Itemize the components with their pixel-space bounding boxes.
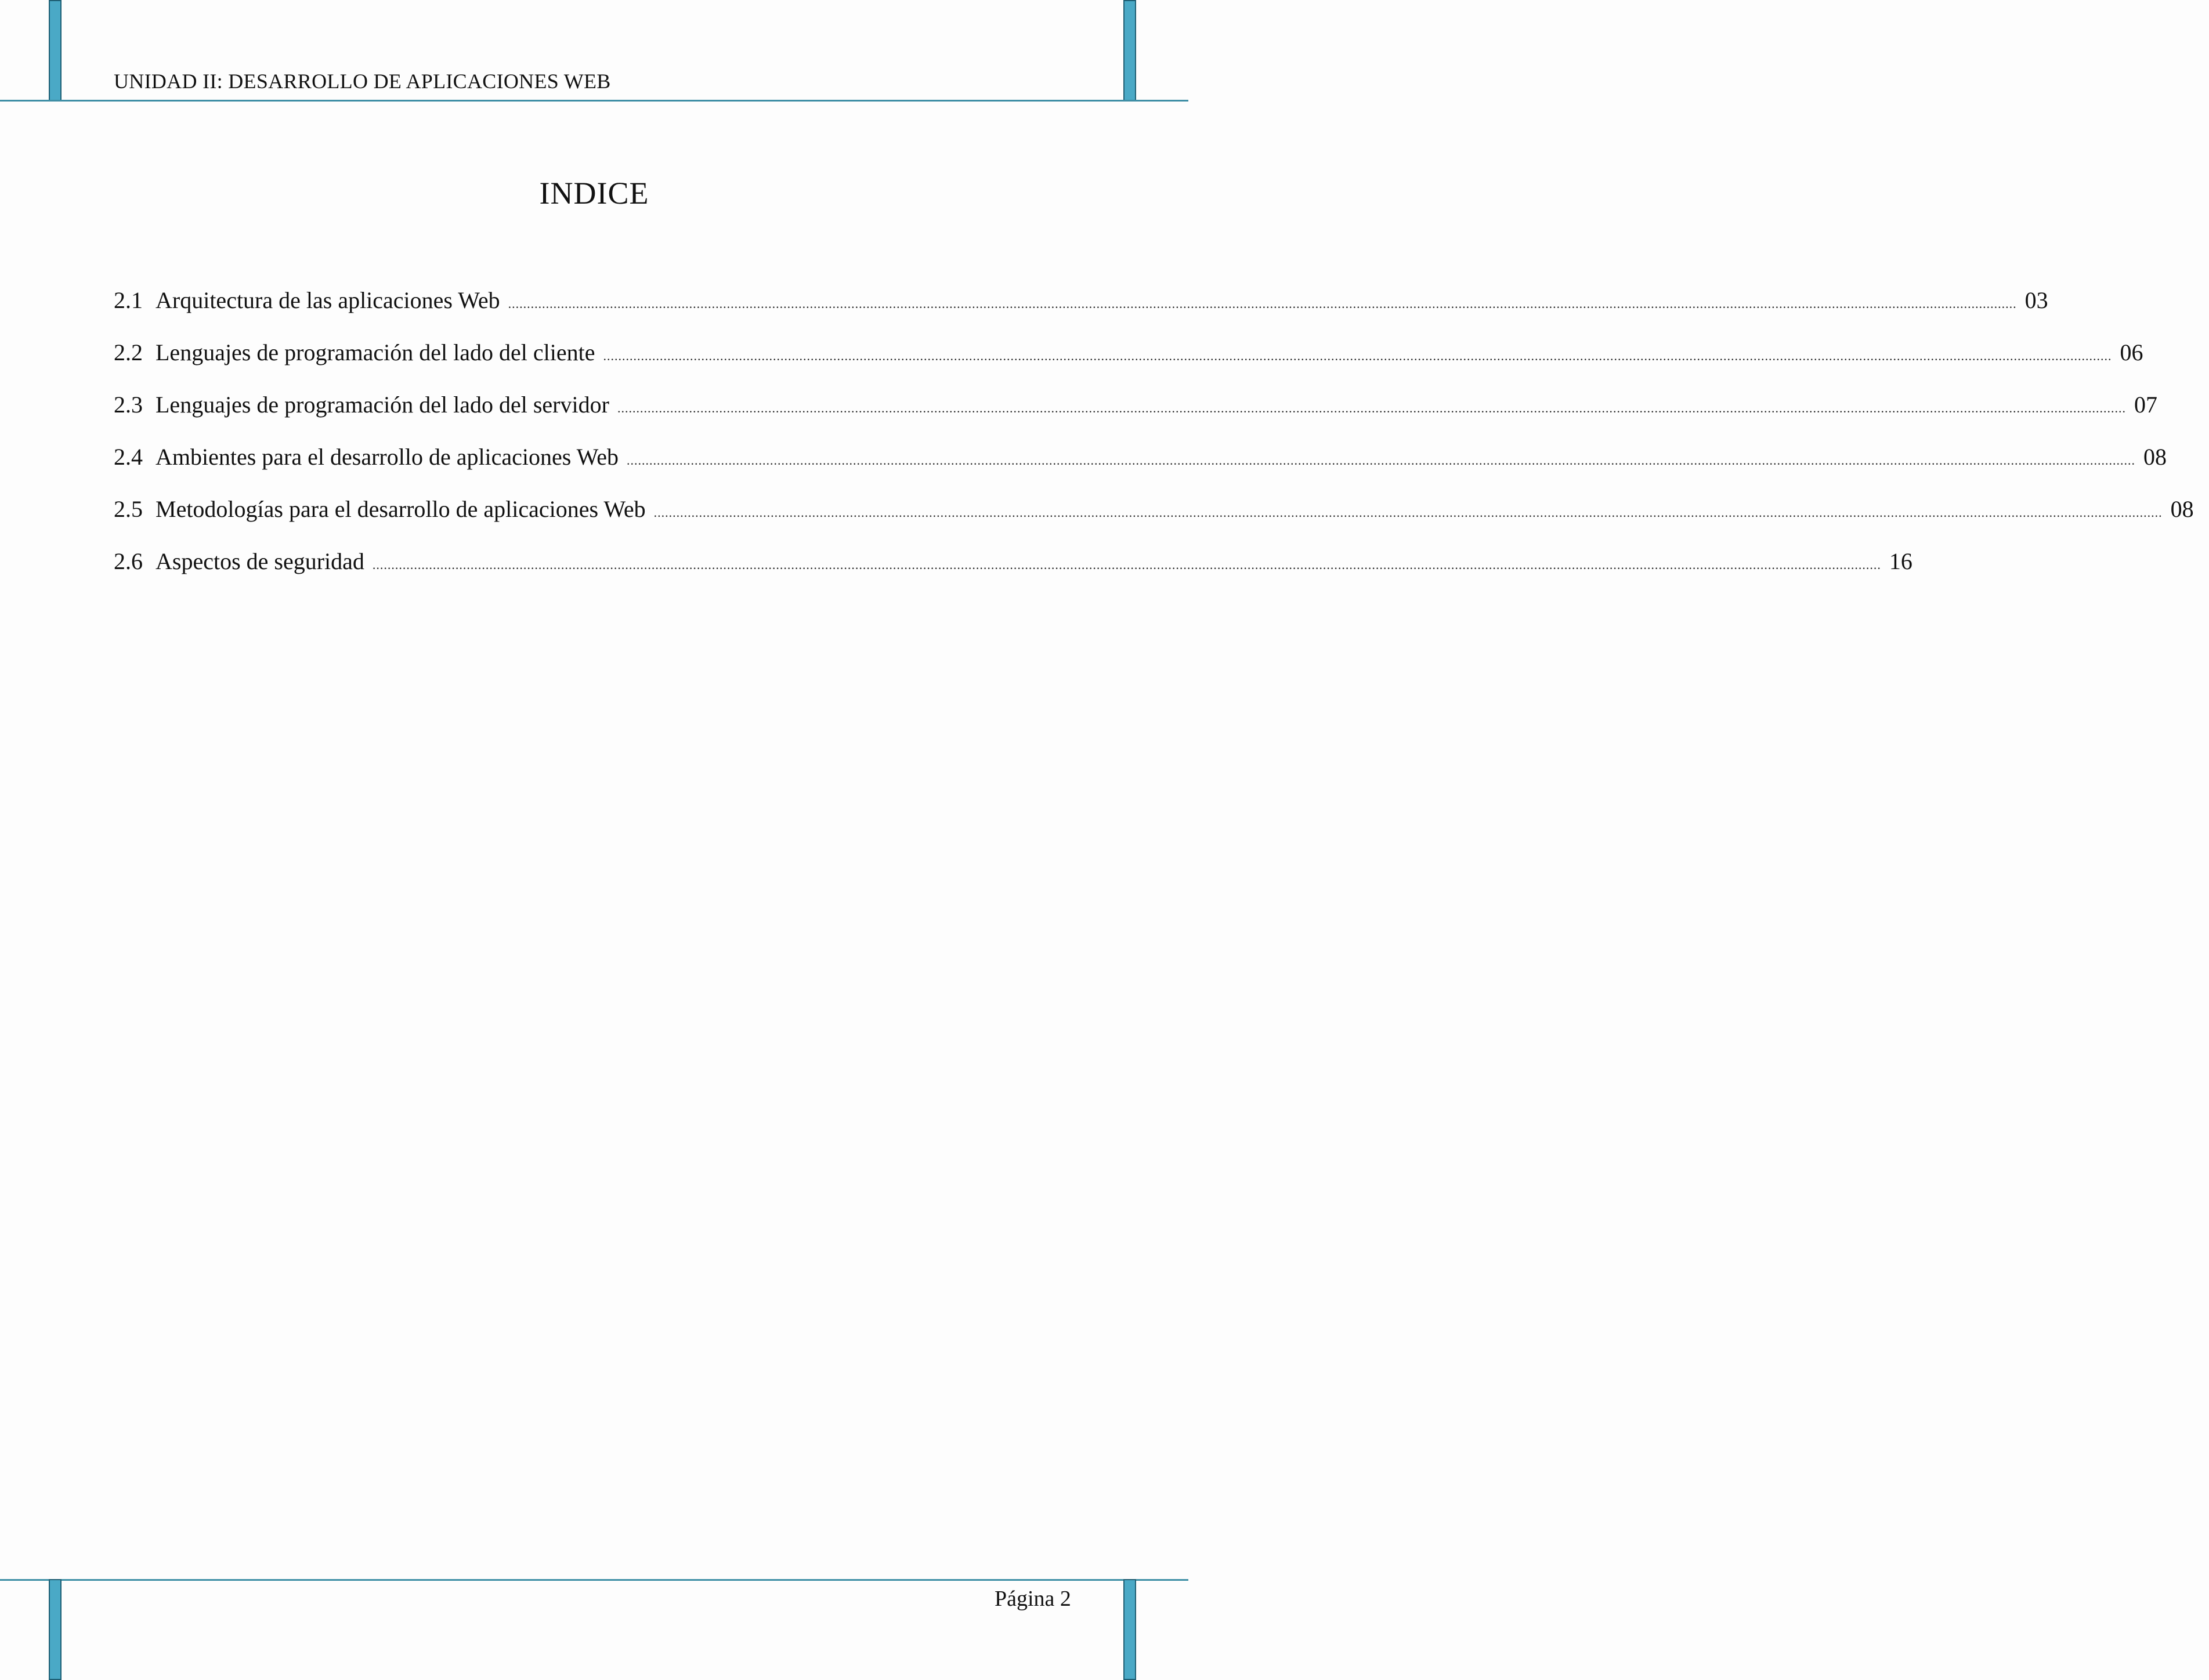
toc-entry-label: Metodologías para el desarrollo de aplicaciones Web [156, 496, 646, 522]
toc-entry-page: 08 [2170, 496, 2194, 522]
toc-entry-page: 03 [2024, 287, 2048, 313]
page-number: Página 2 [995, 1587, 1071, 1611]
toc-entry-label: Lenguajes de programación del lado del servidor [156, 392, 609, 418]
dot-leader: ................................................................................................................................................................................................................................................................................................................................................................................................................ [508, 296, 2017, 311]
toc-entry-number: 2.1 [114, 287, 143, 313]
toc-entry-label: Arquitectura de las aplicaciones Web [156, 287, 500, 313]
footer-rule [0, 1579, 1188, 1581]
dot-leader: ................................................................................................................................................................................................................................................................................................................................................................................................................ [617, 401, 2126, 415]
toc-entry-number: 2.6 [114, 548, 143, 574]
toc-entry[interactable] [114, 287, 2048, 341]
toc-entry[interactable] [114, 339, 2143, 393]
toc-entry-page: 06 [2120, 339, 2143, 365]
toc-entry-page: 08 [2143, 444, 2167, 470]
dot-leader: ................................................................................................................................................................................................................................................................................................................................................................................................................ [653, 505, 2163, 520]
footer-left-accent-bar [49, 1579, 62, 1680]
toc-entry-page: 16 [1889, 548, 1912, 574]
toc-entry-number: 2.4 [114, 444, 143, 470]
table-of-contents [114, 287, 2194, 602]
toc-entry-label: Lenguajes de programación del lado del cliente [156, 339, 595, 365]
toc-entry-number: 2.3 [114, 392, 143, 418]
toc-entry-number: 2.2 [114, 339, 143, 365]
toc-entry[interactable] [114, 444, 2167, 498]
toc-entry-number: 2.5 [114, 496, 143, 522]
footer-right-accent-bar [1123, 1579, 1136, 1680]
toc-entry[interactable] [114, 548, 1912, 602]
header-right-accent-bar [1123, 0, 1136, 101]
header-rule [0, 100, 1188, 102]
running-header: UNIDAD II: DESARROLLO DE APLICACIONES WEB [114, 70, 611, 93]
toc-entry[interactable] [114, 496, 2194, 550]
toc-title: INDICE [539, 176, 649, 211]
dot-leader: ................................................................................................................................................................................................................................................................................................................................................................................................................ [626, 453, 2135, 468]
header-left-accent-bar [49, 0, 62, 101]
toc-entry[interactable] [114, 392, 2157, 446]
toc-entry-label: Ambientes para el desarrollo de aplicaciones Web [156, 444, 619, 470]
dot-leader: ................................................................................................................................................................................................................................................................................................................................................................................................................ [603, 349, 2112, 363]
toc-entry-label: Aspectos de seguridad [156, 548, 364, 574]
toc-entry-page: 07 [2134, 392, 2157, 418]
dot-leader: ................................................................................................................................................................................................................................................................................................................................................................................................................ [372, 557, 1881, 572]
